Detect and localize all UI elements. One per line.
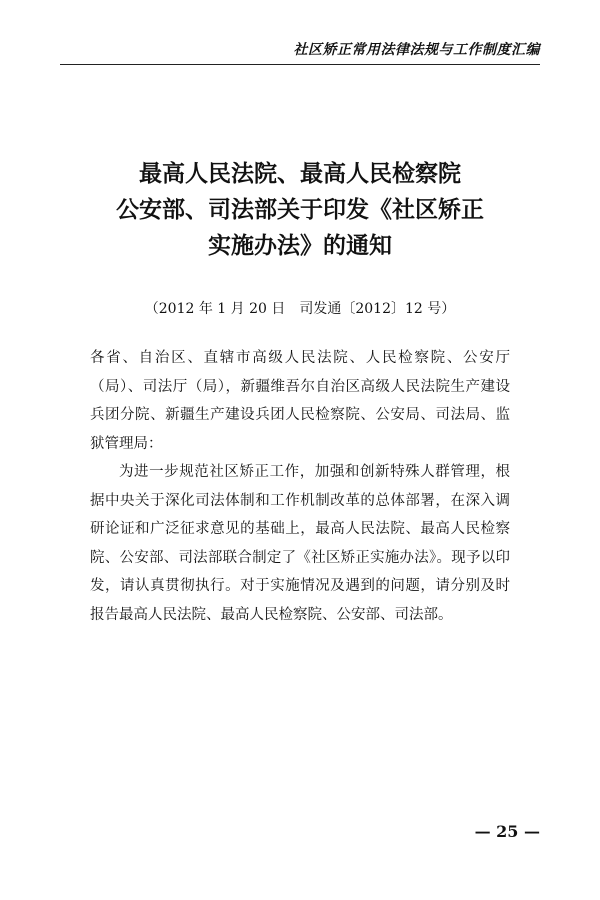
document-number: （2012 年 1 月 20 日 司发通〔2012〕12 号）	[144, 301, 456, 317]
document-title	[60, 156, 540, 264]
title-line: 最高人民法院、最高人民检察院	[139, 161, 461, 187]
page-number: — 25 —	[474, 822, 540, 841]
salutation: 各省、自治区、直辖市高级人民法院、人民检察院、公安厅（局）、司法厅（局），新疆维吾尔自治区高级人民法院生产建设兵团分院、新疆生产建设兵团人民检察院、公安局、司法局、监狱管理局：	[90, 350, 510, 452]
title-line: 公安部、司法部关于印发《社区矫正	[116, 197, 484, 223]
running-header: 社区矫正常用法律法规与工作制度汇编	[60, 36, 540, 65]
body-paragraph: 为进一步规范社区矫正工作，加强和创新特殊人群管理，根据中央关于深化司法体制和工作机制改革的总体部署，在深入调研论证和广泛征求意见的基础上，最高人民法院、最高人民检察院、公安部、司法部联合制定了《社区矫正实施办法》。现予以印发，请认真贯彻执行。对于实施情况及遇到的问题，请分别及时报告最高人民法院、最高人民检察院、公安部、司法部。	[90, 464, 510, 623]
title-line: 实施办法》的通知	[208, 233, 392, 259]
document-body	[90, 344, 510, 629]
